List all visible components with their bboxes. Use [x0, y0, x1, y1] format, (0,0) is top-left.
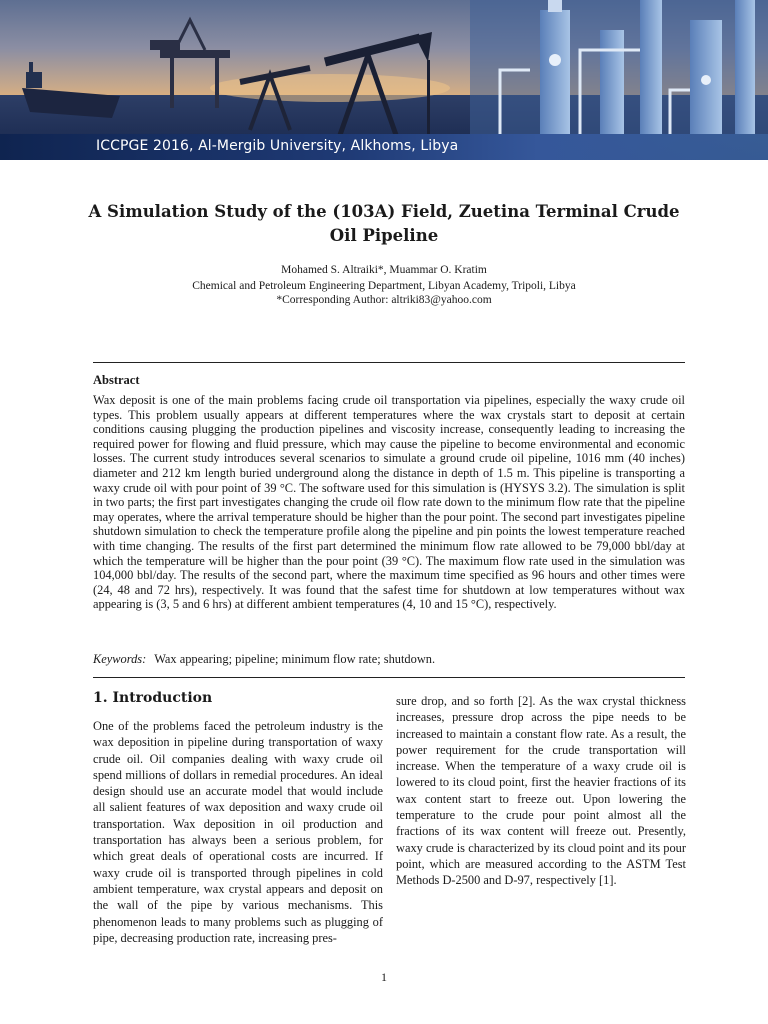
abstract-text: Wax deposit is one of the main problems facing crude oil transportation via pipelines, especially the waxy crude oil types. This problem usually appears at different temperatures where the wax crystals start to deposit at certain conditions causing plugging the production pipelines and viscosity increase, consequently leading to increasing the required power for flowing and fluid pressure, which may cause the pipeline to become environmental and economic losses. The current study introduces several scenarios to simulate a ground crude oil pipeline, 1016 mm (40 inches) diameter and 212 km length buried underground along the distance in depth of 1.5 m. This pipeline is transporting a waxy crude oil with pour point of 39 °C. The software used for this simulation is (HYSYS 3.2). The simulation is split in two parts; the first part investigates changing the crude oil flow rate down to the minimum flow rate that the pipeline may operates, where the arrival temperature should be higher than the pour point. The second part investigates pipeline shutdown simulation to check the temperature profile along the pipeline and pin points the lowest temperature reached with time changing. The results of the first part determined the minimum flow rate allowed to be 79,000 bbl/day at which the temperature will be higher than the pour point (39 °C). The maximum flow rate used in the simulation was 104,000 bbl/day. The results of the second part, where the maximum time specified as 96 hours and other times were (24, 48 and 72 hrs), respectively. It was found that the safest time for shutdown at low temperatures without wax appearing is (3, 5 and 6 hrs) at different ambient temperatures (4, 10 and 15 °C), respectively.	[93, 393, 685, 612]
paper-affiliation: Chemical and Petroleum Engineering Department, Libyan Academy, Tripoli, Libya	[192, 280, 576, 292]
abstract-top-rule	[93, 362, 685, 363]
paper-authors: Mohamed S. Altraiki*, Muammar O. Kratim	[281, 264, 487, 276]
conference-banner	[0, 0, 768, 160]
conference-caption: ICCPGE 2016, Al-Mergib University, Alkhoms, Libya	[96, 138, 459, 154]
keywords-line	[93, 652, 685, 667]
page-number: 1	[381, 970, 387, 984]
corresponding-author: *Corresponding Author: altriki83@yahoo.com	[276, 294, 492, 306]
paper-title: A Simulation Study of the (103A) Field, Zuetina Terminal Crude Oil Pipeline	[88, 202, 680, 245]
introduction-heading: 1. Introduction	[93, 690, 213, 706]
banner-caption-bar	[0, 134, 768, 160]
abstract-heading: Abstract	[93, 373, 140, 387]
keywords-label: Keywords:	[93, 652, 147, 666]
abstract-bottom-rule	[93, 677, 685, 678]
keywords-value: Wax appearing; pipeline; minimum flow rate; shutdown.	[154, 652, 436, 666]
introduction-column-left: One of the problems faced the petroleum industry is the wax deposition in pipeline during transportation of waxy crude oil. Oil companies dealing with waxy crude oil spend millions of dollars in remedial procedures. An ideal design should use an accurate model that would include all salient features of wax deposition and waxy crude oil transportation. Wax deposition in oil production and transportation has always been a serious problem, for which great deals of operational costs are incurred. If waxy crude oil is transported through pipelines in cold ambient temperature, wax crystal appears and deposit on the wall of the pipe by various mechanisms. This phenomenon leads to many problems such as plugging of pipe, decreasing production rate, increasing pres-	[93, 719, 383, 945]
introduction-column-right: sure drop, and so forth [2]. As the wax crystal thickness increases, pressure drop across the pipe needs to be increased to maintain a constant flow rate. As a result, the power requirement for the crude transportation will increase. When the temperature of a waxy crude oil is lowered to its cloud point, first the heavier fractions of its wax content start to freeze out. Upon lowering the temperature to the crude pour point almost all the fractions of its wax content will freeze out. Presently, waxy crude is characterized by its cloud point and its pour point, which are measured according to the ASTM Test Methods D-2500 and D-97, respectively [1].	[396, 694, 686, 888]
